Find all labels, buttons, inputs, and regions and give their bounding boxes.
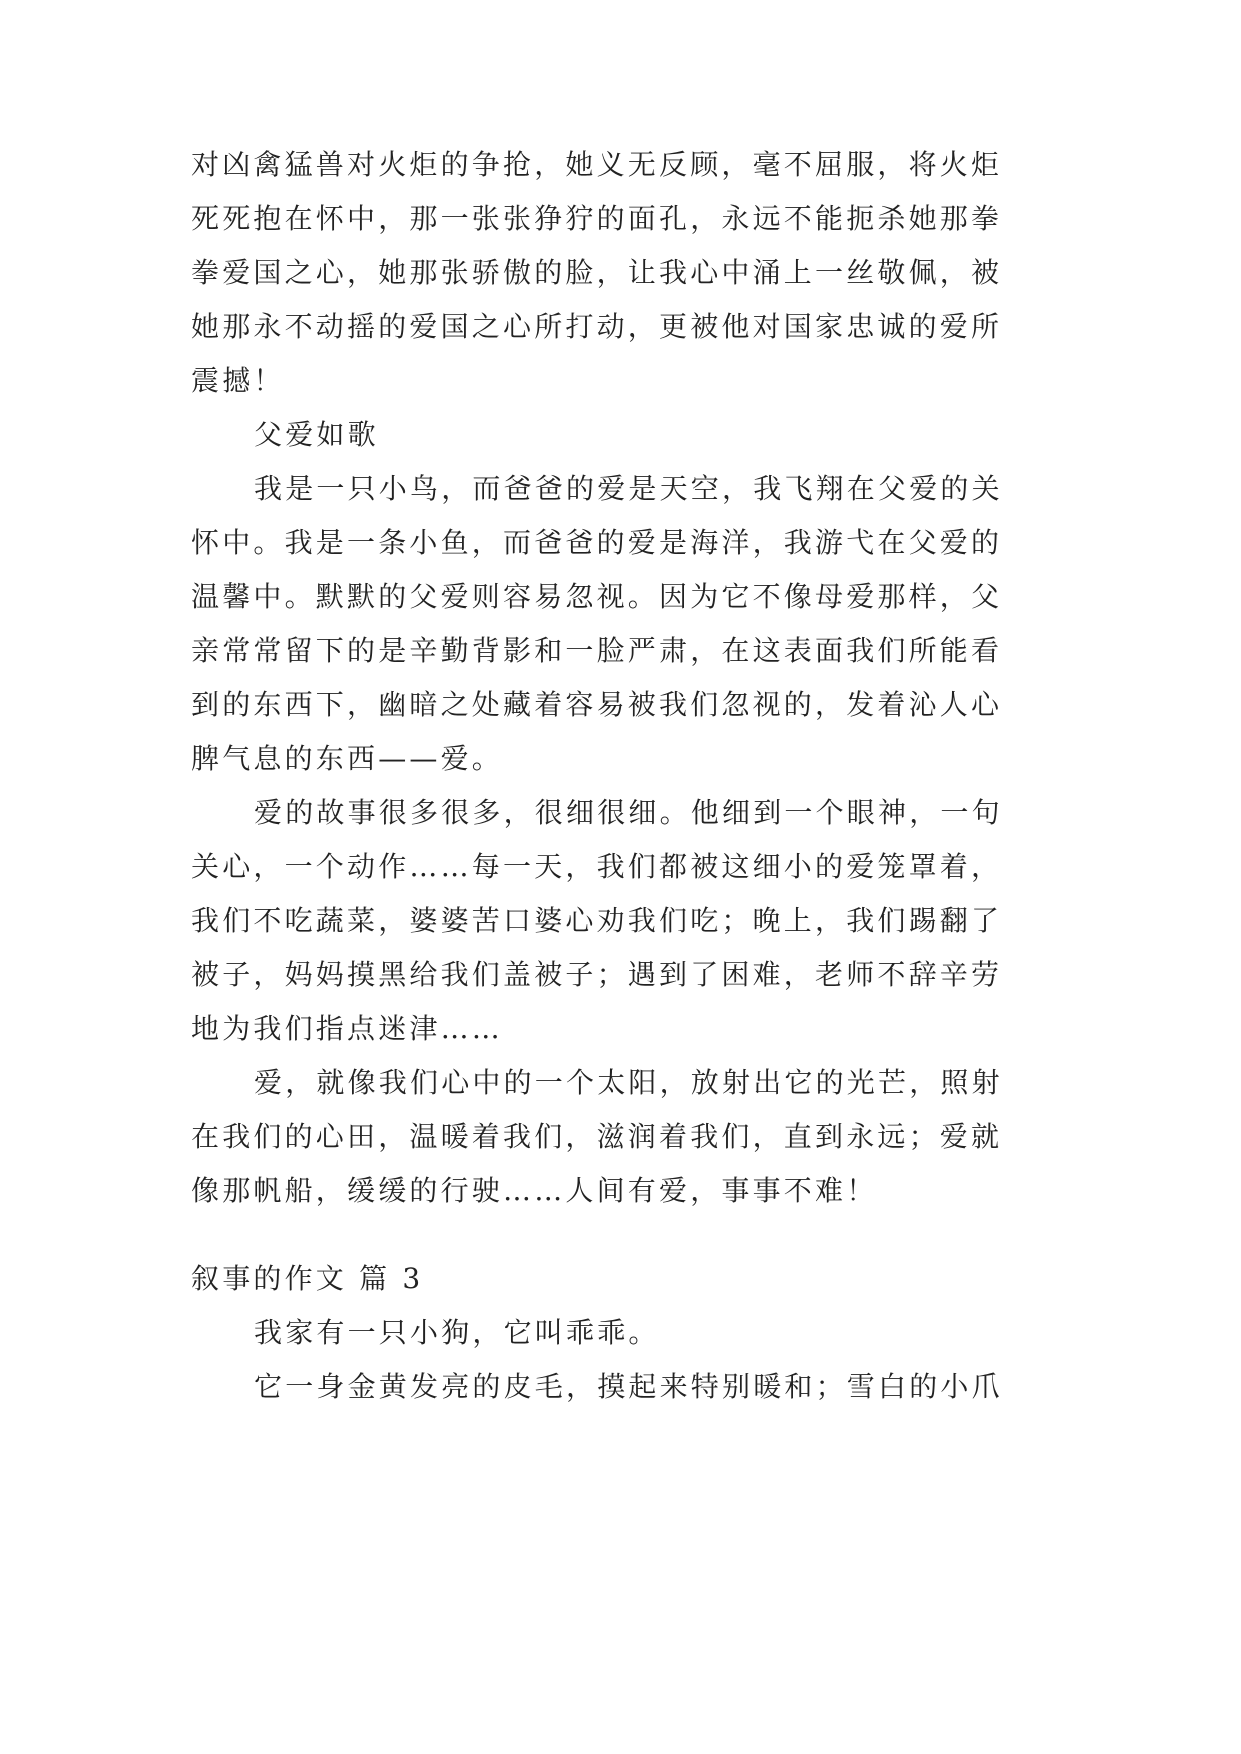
text-line: 关心，一个动作……每一天，我们都被这细小的爱笼罩着， xyxy=(191,850,1003,883)
text-line: 她那永不动摇的爱国之心所打动，更被他对国家忠诚的爱所 xyxy=(191,310,1003,343)
paragraph-4 xyxy=(191,1056,1051,1218)
paragraph-1 xyxy=(191,138,1051,408)
paragraph-2 xyxy=(191,462,1051,786)
text-line: 爱的故事很多很多，很细很细。他细到一个眼神，一句 xyxy=(254,796,1003,829)
text-line: 对凶禽猛兽对火炬的争抢，她义无反顾，毫不屈服，将火炬 xyxy=(191,148,1003,181)
text-line: 震撼！ xyxy=(191,364,285,397)
text-line: 被子，妈妈摸黑给我们盖被子；遇到了困难，老师不辞辛劳 xyxy=(191,958,1003,991)
text-line: 我们不吃蔬菜，婆婆苦口婆心劝我们吃；晚上，我们踢翻了 xyxy=(191,904,1003,937)
text-line: 死死抱在怀中，那一张张狰狞的面孔，永远不能扼杀她那拳 xyxy=(191,202,1003,235)
paragraph-5 xyxy=(191,1306,1051,1360)
text-line: 我家有一只小狗，它叫乖乖。 xyxy=(254,1316,660,1349)
text-line: 温馨中。默默的父爱则容易忽视。因为它不像母爱那样，父 xyxy=(191,580,1003,613)
text-line: 亲常常留下的是辛勤背影和一脸严肃，在这表面我们所能看 xyxy=(191,634,1003,667)
text-line: 到的东西下，幽暗之处藏着容易被我们忽视的，发着沁人心 xyxy=(191,688,1003,721)
paragraph-6 xyxy=(191,1360,1051,1414)
section-heading: 叙事的作文 篇 3 xyxy=(191,1262,424,1295)
text-line: 地为我们指点迷津…… xyxy=(191,1012,504,1045)
text-line: 我是一只小鸟，而爸爸的爱是天空，我飞翔在父爱的关 xyxy=(254,472,1003,505)
text-line: 拳爱国之心，她那张骄傲的脸，让我心中涌上一丝敬佩，被 xyxy=(191,256,1003,289)
subtitle: 父爱如歌 xyxy=(254,418,379,451)
text-line: 怀中。我是一条小鱼，而爸爸的爱是海洋，我游弋在父爱的 xyxy=(191,526,1003,559)
text-line: 像那帆船，缓缓的行驶……人间有爱，事事不难！ xyxy=(191,1174,878,1207)
subtitle-block xyxy=(191,408,1051,462)
paragraph-3 xyxy=(191,786,1051,1056)
text-line: 脾气息的东西——爱。 xyxy=(191,742,504,775)
text-line: 它一身金黄发亮的皮毛，摸起来特别暖和；雪白的小爪 xyxy=(254,1370,1003,1403)
text-line: 在我们的心田，温暖着我们，滋润着我们，直到永远；爱就 xyxy=(191,1120,1003,1153)
text-line: 爱，就像我们心中的一个太阳，放射出它的光芒，照射 xyxy=(254,1066,1003,1099)
